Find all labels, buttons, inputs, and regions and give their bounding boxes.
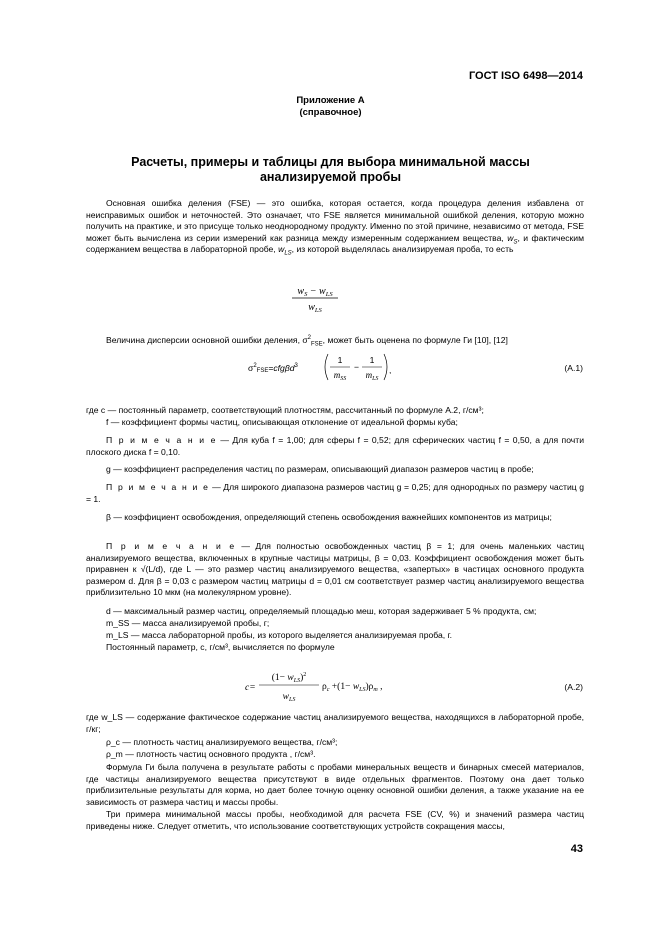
svg-text:1: 1: [369, 355, 375, 365]
definition-mls: m_LS — масса лабораторной пробы, из которого выделяется анализируемая проба, г.: [106, 630, 453, 640]
paragraph-fse-a: Основная ошибка деления (FSE) — это ошибка, которая остается, когда процедура деления избавлена от неисправимых ошибок и неточностей. Это означает, что FSE является минимальной ошибкой деления, которую можно получить на практике, и это присуще только неоднородному продукту. Именно по этой причине, независимо от метода, FSE может быть вычислена из серии измерений как разница между измеренным содержанием вещества,: [86, 198, 584, 243]
svg-text:wLS: $w_{LS}$: [308, 302, 322, 314]
note-label: П р и м е ч а н и е: [106, 435, 217, 445]
svg-text:mLS: $m_{LS}$: [365, 370, 379, 382]
note-3-text: — Для полностью освобожденных частиц β = 1; для очень маленьких частиц анализируемого вещества, включенных в крупные частицы матрицы, β = 0,03. Коэффициент освобождения может быть приравнен к √(L/d), где L — это размер частиц анализируемого вещества, «запертых» в частицах основного продукта размером d. Для β = 0,03 с размером частиц матрицы d = 0,01 см соответствует размер частиц анализируемого вещества приблизительно 10 мкм (на молекулярном уровне).: [86, 541, 584, 598]
note-2: [86, 482, 584, 505]
definition-beta: β — коэффициент освобождения, определяющий степень освобождения важнейших компонентов из матрицы;: [106, 512, 552, 522]
page-number: 43: [570, 843, 583, 855]
svg-text:ρc +(1− wLS)ρm ,: $\rho_c +(1- w_{LS})\rho_m$ ,: [322, 682, 383, 693]
annex-subtitle: (справочное): [299, 107, 362, 118]
equation-number-a2: (А.2): [564, 682, 583, 692]
svg-text:(1− wLS)2: $(1- w_{LS})^2$: [271, 672, 307, 684]
svg-text:wLS: $w_{LS}$: [282, 692, 296, 703]
equation-number-a1: (А.1): [564, 363, 583, 373]
density-formula: [245, 668, 395, 704]
gy-formula: [248, 350, 388, 384]
svg-text:σ2FSE=cfgβd3: $\sigma^2_{FSE}=cfg\beta d^3$: [248, 363, 298, 374]
ws-symbol: $w_S$: [507, 232, 518, 246]
paragraph-three-examples: Три примера минимальной массы пробы, необходимой для расчета FSE (CV, %) и значений размера частиц приведены ниже. Следует отметить, что использование соответствующих устройств сокращения массы,: [86, 809, 584, 831]
fse-fraction-formula: [280, 282, 350, 314]
svg-text:1: 1: [337, 355, 343, 365]
standard-designation: ГОСТ ISO 6498—2014: [468, 70, 583, 82]
note-label: П р и м е ч а н и е: [106, 482, 210, 492]
const-param-text: Постоянный параметр, c, г/см³, вычисляется по формуле: [106, 642, 335, 652]
definition-rho-c: ρ_c — плотность частиц анализируемого вещества, г/см³;: [106, 737, 338, 747]
definition-wls: где w_LS — содержание фактическое содержание частиц анализируемого вещества, находящихся в лабораторной пробе, г/кг;: [86, 712, 584, 734]
note-label: П р и м е ч а н и е: [106, 541, 236, 551]
definition-f: f — коэффициент формы частиц, описывающая отклонение от идеальной формы куба;: [106, 417, 458, 427]
paragraph-fse-c: , из которой выделялась анализируемая проба, то есть: [291, 244, 514, 255]
section-title-line2: анализируемой пробы: [259, 170, 402, 184]
section-title-line1: Расчеты, примеры и таблицы для выбора минимальной массы: [131, 155, 530, 169]
note-3: [86, 541, 584, 599]
paragraph-fse-b: , и фактическим содержанием вещества в лабораторной пробе,: [86, 232, 584, 255]
definition-g: g — коэффициент распределения частиц по размерам, описывающий диапазон размеров частиц в пробе;: [106, 464, 534, 474]
svg-text:mSS: $m_{SS}$: [333, 370, 347, 382]
section-title: [0, 155, 661, 185]
svg-text:−: −: [354, 362, 360, 372]
wls-symbol: $w_{LS}$: [278, 244, 292, 258]
definition-rho-m: ρ_m — плотность частиц основного продукта , г/см³.: [106, 749, 316, 759]
note-2-text: — Для широкого диапазона размеров частиц g = 0,25; для однородных по размеру частиц g = 1.: [86, 482, 585, 504]
svg-text:wS − wLS: $w_S - w_{LS}$: [297, 286, 333, 298]
paragraph-fse: [86, 198, 584, 256]
definition-d: d — максимальный размер частиц, определяемый площадью меш, которая задерживает 5 % продукта, см;: [106, 606, 537, 616]
paragraph-gy: Формула Ги была получена в результате работы с пробами минеральных веществ и бинарных смесей материалов, где частицы анализируемого вещества присутствуют в виде отдельных фрагментов. Поэтому она дает только приблизительные результаты для корма, но дает более точную оценку основной ошибки деления, а также указание на ее зависимость от размера частиц и массы пробы.: [86, 762, 584, 807]
formula-comma: ,: [389, 365, 392, 375]
annex-title: Приложение А: [296, 95, 365, 106]
note-1-text: — Для куба f = 1,00; для сферы f = 0,52; для сферических частиц f = 0,50, а для почти плоского диска f = 0,10.: [86, 435, 585, 457]
paragraph-variance-a: Величина дисперсии основной ошибки деления, σ: [106, 335, 308, 345]
annex-heading: [0, 95, 661, 119]
paragraph-variance-b: , может быть оценена по формуле Ги [10], [12]: [322, 335, 508, 345]
note-1: [86, 435, 584, 458]
paragraph-variance: Величина дисперсии основной ошибки деления, $\sigma^2_{FSE}$, может быть оценена по формуле Ги [10], [12]: [106, 335, 508, 348]
definition-mss: m_SS — масса анализируемой пробы, г;: [106, 618, 270, 628]
definition-c: где c — постоянный параметр, соответствующий плотностям, рассчитанный по формуле А.2, г/см³;: [86, 405, 484, 415]
svg-text:c=: c=: [245, 683, 256, 693]
